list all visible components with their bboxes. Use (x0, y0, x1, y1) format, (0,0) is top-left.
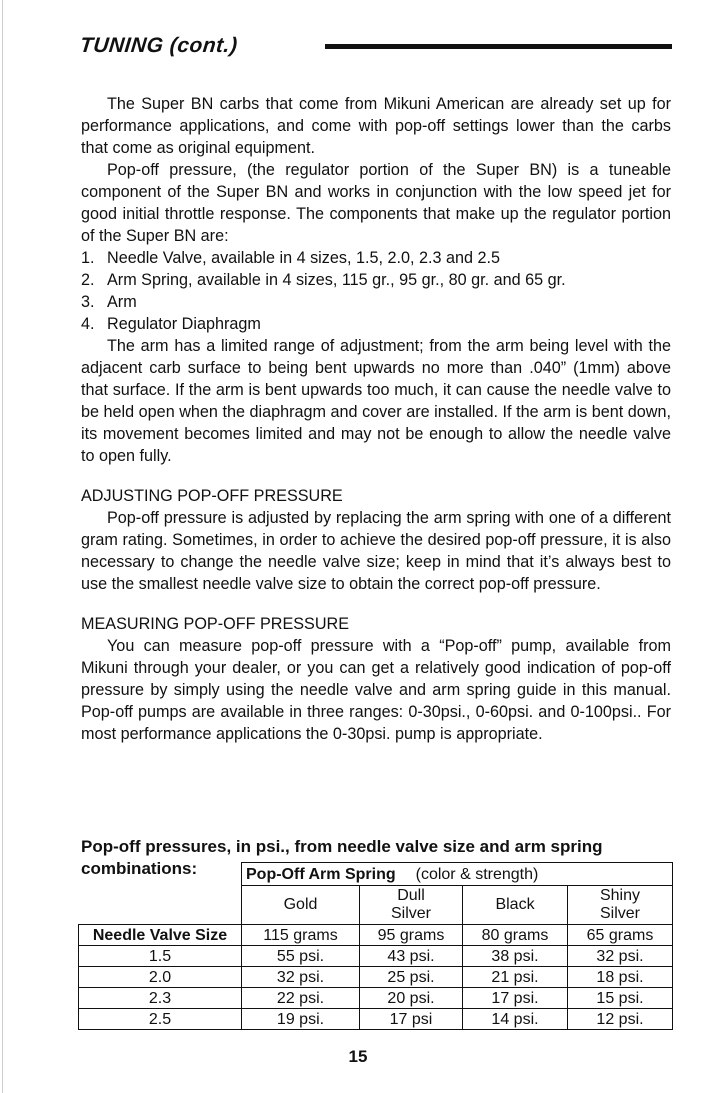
paragraph-measuring: You can measure pop-off pressure with a “Pop-off” pump, available from Mikuni through your dealer, or you can get a relatively good indication of pop-off pressure by simply using the needle valve and arm spring guide in this manual. Pop-off pumps are available in three ranges: 0-30psi., 0-60psi. and 0-100psi.. For most performance applications the 0-30psi. pump is appropriate. (81, 637, 671, 743)
table-row: 1.5 55 psi. 43 psi. 38 psi. 32 psi. (79, 946, 673, 967)
table-title: Pop-off pressures, in psi., from needle valve size and arm spring combinations: (81, 837, 603, 878)
column-header-black: Black (463, 886, 568, 925)
column-header-gold: Gold (242, 886, 360, 925)
list-item: 1. Needle Valve, available in 4 sizes, 1.5, 2.0, 2.3 and 2.5 (81, 249, 500, 267)
list-item: 4. Regulator Diaphragm (81, 315, 261, 333)
paragraph-intro: The Super BN carbs that come from Mikuni American are already set up for performance applications, and come with pop-off settings lower than the carbs that come as original equipment. (81, 95, 671, 157)
heading-adjusting: ADJUSTING POP-OFF PRESSURE (81, 487, 343, 505)
table-row: 2.5 19 psi. 17 psi 14 psi. 12 psi. (79, 1009, 673, 1030)
column-header-shiny-silver: Shiny Silver (568, 886, 673, 925)
pop-off-table (78, 862, 673, 1030)
paragraph-pop-off: Pop-off pressure, (the regulator portion of the Super BN) is a tuneable component of the Super BN and works in conjunction with the low speed jet for good initial throttle response. The components that make up the regulator portion of the Super BN are: (81, 161, 671, 245)
table-row: 2.0 32 psi. 25 psi. 21 psi. 18 psi. (79, 967, 673, 988)
section-title: TUNING (cont.) (78, 34, 239, 57)
grams-cell: 80 grams (463, 925, 568, 946)
page-number: 15 (348, 1047, 368, 1066)
section-header (80, 34, 672, 60)
heading-measuring: MEASURING POP-OFF PRESSURE (81, 615, 350, 633)
list-item: 3. Arm (81, 293, 137, 311)
row-header: Needle Valve Size (79, 925, 242, 946)
spring-header: Pop-Off Arm Spring (color & strength) (242, 863, 673, 886)
table-row: 2.3 22 psi. 20 psi. 17 psi. 15 psi. (79, 988, 673, 1009)
components-list (81, 247, 671, 335)
column-header-dull-silver: Dull Silver (360, 886, 463, 925)
grams-cell: 95 grams (360, 925, 463, 946)
list-item: 2. Arm Spring, available in 4 sizes, 115 gr., 95 gr., 80 gr. and 65 gr. (81, 271, 566, 289)
grams-cell: 115 grams (242, 925, 360, 946)
body-text (81, 93, 671, 745)
paragraph-adjusting: Pop-off pressure is adjusted by replacing the arm spring with one of a different gram rating. Sometimes, in order to achieve the desired pop-off pressure, it is also necessary to change the needle valve size; keep in mind that it’s always best to use the smallest needle valve size to obtain the correct pop-off pressure. (81, 509, 671, 593)
page-edge (2, 0, 3, 1093)
grams-cell: 65 grams (568, 925, 673, 946)
header-rule (325, 44, 672, 49)
paragraph-arm-adjustment: The arm has a limited range of adjustment; from the arm being level with the adjacent carb surface to being bent upwards no more than .040” (1mm) above that surface. If the arm is bent upwards too much, it can cause the needle valve to be held open when the diaphragm and cover are installed. If the arm is bent down, its movement becomes limited and may not be enough to allow the needle valve to open fully. (81, 337, 671, 465)
